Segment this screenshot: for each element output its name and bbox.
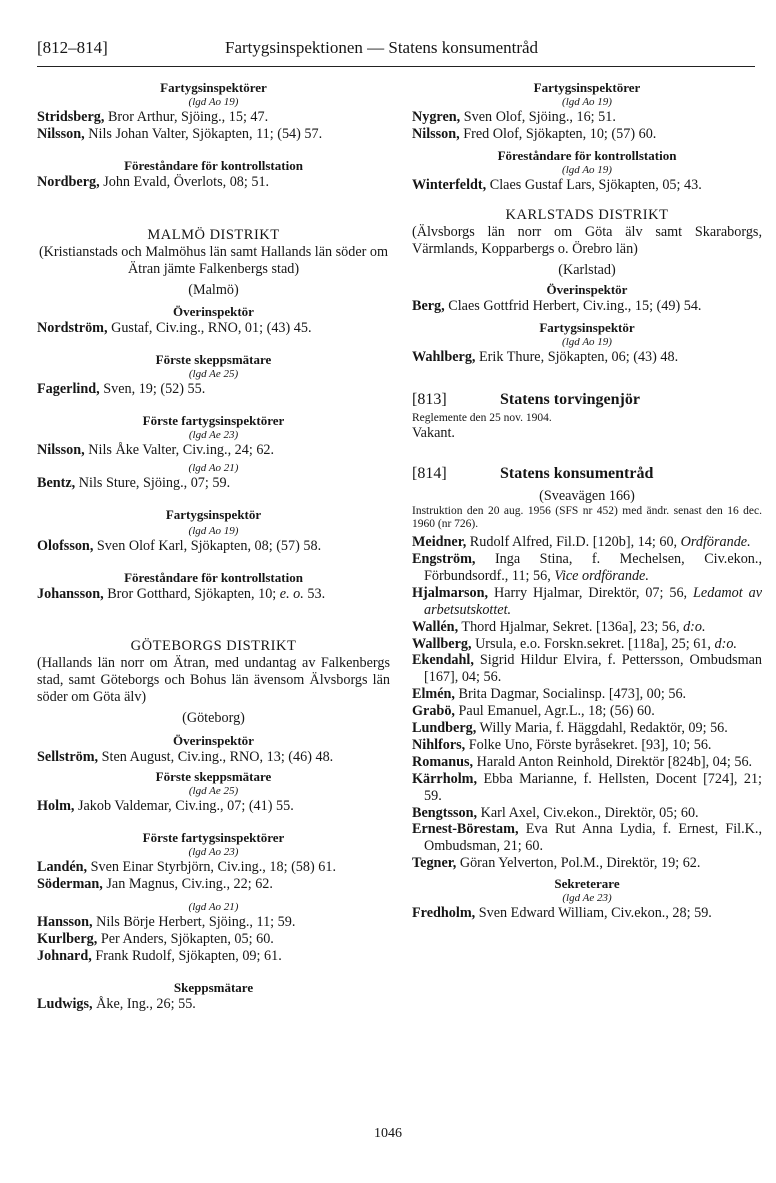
heading: Fartygsinspektörer — [533, 80, 641, 95]
member-name: Bengtsson, — [412, 804, 478, 821]
heading: Förste fartygsinspektörer — [142, 830, 285, 846]
entry-text: Erik Thure, Sjökapten, 06; (43) 48. — [475, 349, 679, 366]
entry — [412, 109, 762, 126]
heading: Skeppsmätare — [173, 979, 254, 995]
entry-text: Sven, 19; (52) 55. — [99, 381, 206, 398]
address: (Sveavägen 166) — [539, 488, 635, 505]
heading: Fartygsinspektörer — [160, 80, 267, 95]
subheading: (lgd Ae 23) — [562, 892, 612, 905]
member-role: Ordförande. — [680, 534, 751, 551]
entry-text: Nils Johan Valter, Sjökapten, 11; (54) 57. — [84, 125, 323, 142]
member-entry — [412, 805, 762, 822]
subheading: (lgd Ao 19) — [188, 525, 239, 538]
vacancy-note: Vakant. — [412, 425, 455, 442]
entry-name: Kurlberg, — [37, 931, 98, 948]
heading: Förste fartygsinspektörer — [142, 413, 285, 429]
entry — [412, 298, 762, 315]
header-section-ref: [812–814] — [37, 38, 108, 57]
instruction-note: Instruktion den 20 aug. 1956 (SFS nr 452) med ändr. senast den 16 dec. 1960 (nr 726). — [412, 505, 762, 531]
member-entry — [412, 551, 762, 585]
entry — [37, 931, 390, 948]
entry-text: Sven Olof Karl, Sjökapten, 08; (57) 58. — [93, 538, 322, 555]
entry-text: Bror Arthur, Sjöing., 15; 47. — [104, 109, 269, 125]
page-number: 1046 — [374, 1126, 402, 1141]
member-name: Engström, — [412, 550, 476, 567]
entry-text: Gustaf, Civ.ing., RNO, 01; (43) 45. — [107, 320, 312, 337]
member-name: Kärrholm, — [412, 770, 478, 787]
member-role: Ledamot av arbetsutskottet. — [424, 584, 762, 618]
right-column — [412, 80, 762, 922]
entry-name: Wahlberg, — [412, 349, 476, 366]
entry — [37, 798, 390, 815]
entry — [37, 538, 390, 555]
entry-name: Bentz, — [37, 475, 76, 492]
member-details: Harald Anton Reinhold, Direktör [824b], 04; 56. — [473, 753, 753, 770]
entry-text: 53. — [303, 585, 326, 602]
entry — [412, 905, 762, 922]
entry-text: John Evald, Överlots, 08; 51. — [99, 173, 270, 190]
section-number: [813] — [412, 391, 447, 409]
district-title: MALMÖ DISTRIKT — [147, 226, 280, 243]
entry-name: Berg, — [412, 298, 445, 315]
entry-name: Winterfeldt, — [412, 176, 487, 193]
member-entry — [412, 720, 762, 737]
district-title: GÖTEBORGS DISTRIKT — [130, 637, 297, 654]
member-entry — [412, 737, 762, 754]
entry-text: Per Anders, Sjökapten, 05; 60. — [97, 931, 274, 948]
entry-name: Ludwigs, — [37, 995, 93, 1012]
entry-name: Fredholm, — [412, 905, 476, 922]
entry — [37, 914, 390, 931]
member-entry — [412, 652, 762, 686]
member-details: Inga Stina, f. Mechelsen, Civ.ekon., Förbundsordf., 11; 56, — [424, 550, 762, 584]
section-title: Statens konsumentråd — [500, 465, 654, 483]
member-name: Romanus, — [412, 753, 474, 770]
entry-name: Nilsson, — [37, 442, 85, 459]
entry — [37, 948, 390, 965]
member-details: Paul Emanuel, Agr.L., 18; (56) 60. — [454, 703, 655, 720]
entry-name: Landén, — [37, 859, 88, 876]
entry — [37, 475, 390, 492]
left-column — [37, 80, 390, 1013]
entry — [37, 876, 390, 893]
heading: Överinspektör — [546, 282, 628, 298]
member-entry — [412, 636, 762, 653]
entry-name: Nilsson, — [412, 125, 460, 142]
entry-name: Johansson, — [37, 585, 104, 602]
entry-name: Hansson, — [37, 914, 93, 931]
entry — [37, 109, 390, 126]
member-name: Tegner, — [412, 855, 457, 872]
subheading: (lgd Ao 21) — [188, 462, 239, 475]
entry-text: Claes Gustaf Lars, Sjökapten, 05; 43. — [486, 176, 702, 193]
member-entry — [412, 534, 762, 551]
entry — [37, 749, 390, 766]
entry-text: Jakob Valdemar, Civ.ing., 07; (41) 55. — [74, 798, 294, 815]
district-city: (Göteborg) — [182, 709, 245, 726]
entry-text: Frank Rudolf, Sjökapten, 09; 61. — [91, 947, 282, 964]
heading: Fartygsinspektör — [539, 320, 635, 336]
entry — [412, 349, 762, 366]
entry-name: Nordström, — [37, 320, 108, 337]
entry-text: Nils Sture, Sjöing., 07; 59. — [75, 475, 231, 492]
entry-name: Nilsson, — [37, 125, 85, 142]
section-title: Statens torvingenjör — [500, 391, 640, 409]
member-details: Göran Yelverton, Pol.M., Direktör, 19; 62. — [456, 855, 701, 872]
member-name: Ekendahl, — [412, 652, 474, 669]
entry — [37, 320, 390, 337]
member-details: Rudolf Alfred, Fil.D. [120b], 14; 60, — [466, 534, 681, 551]
entry-name: Fagerlind, — [37, 381, 100, 398]
section-814-heading — [412, 464, 762, 484]
member-details: Folke Uno, Förste byråsekret. [93], 10; 56. — [465, 736, 712, 753]
entry-text: Sven Einar Styrbjörn, Civ.ing., 18; (58) 61. — [87, 859, 336, 876]
member-role: d:o. — [714, 635, 737, 652]
member-details: Sigrid Hildur Elvira, f. Pettersson, Ombudsman [167], 04; 56. — [424, 652, 762, 686]
entry — [37, 381, 390, 398]
entry-text: Sten August, Civ.ing., RNO, 13; (46) 48. — [98, 748, 334, 765]
member-entry — [412, 771, 762, 805]
member-entry — [412, 686, 762, 703]
entry — [37, 442, 390, 459]
entry-text: Nils Börje Herbert, Sjöing., 11; 59. — [92, 914, 296, 931]
entry-name: Stridsberg, — [37, 109, 105, 125]
subheading: (lgd Ao 19) — [562, 163, 612, 176]
entry — [412, 177, 762, 194]
member-details: Willy Maria, f. Häggdahl, Redaktör, 09; 56. — [476, 720, 728, 737]
entry — [37, 586, 390, 603]
entry-name: Johnard, — [37, 947, 92, 964]
subheading: (lgd Ao 23) — [188, 846, 239, 859]
entry-note: e. o. — [279, 585, 304, 602]
entry-text: Fred Olof, Sjökapten, 10; (57) 60. — [459, 125, 657, 142]
member-details: Eva Rut Anna Lydia, f. Ernest, Fil.K., Ombudsman, 21; 60. — [424, 821, 762, 855]
heading: Fartygsinspektör — [165, 507, 262, 523]
entry-text: Nils Åke Valter, Civ.ing., 24; 62. — [84, 442, 275, 459]
member-entry — [412, 821, 762, 855]
header-title: Fartygsinspektionen — Statens konsumentråd — [225, 38, 539, 57]
member-name: Ernest-Börestam, — [412, 821, 519, 838]
entry-text: Claes Gottfrid Herbert, Civ.ing., 15; (49) 54. — [444, 298, 702, 315]
header-rule — [37, 66, 755, 67]
member-name: Wallberg, — [412, 635, 472, 652]
district-city: (Malmö) — [188, 281, 239, 298]
subheading: (lgd Ae 23) — [188, 429, 239, 442]
heading: Överinspektör — [173, 304, 254, 320]
subheading: (lgd Ao 19) — [562, 96, 612, 108]
entry-text: Jan Magnus, Civ.ing., 22; 62. — [102, 876, 273, 893]
member-name: Hjalmarson, — [412, 584, 489, 601]
entry — [412, 126, 762, 143]
entry — [37, 174, 390, 191]
member-name: Meidner, — [412, 534, 467, 551]
subheading: (lgd Ao 21) — [188, 901, 239, 914]
entry — [37, 996, 390, 1013]
heading: Överinspektör — [173, 732, 254, 748]
entry-text: Sven Olof, Sjöing., 16; 51. — [460, 109, 616, 125]
subheading: (lgd Ao 19) — [562, 336, 612, 349]
member-details: Brita Dagmar, Socialinsp. [473], 00; 56. — [454, 686, 687, 703]
member-name: Lundberg, — [412, 720, 477, 737]
heading: Förste skeppsmätare — [155, 352, 272, 368]
member-details: Thord Hjalmar, Sekret. [136a], 23; 56, — [458, 618, 684, 635]
member-entry — [412, 754, 762, 771]
entry-text: Åke, Ing., 26; 55. — [92, 995, 196, 1012]
district-description: (Hallands län norr om Ätran, med undantag av Falkenbergs stad, samt Göteborgs och Bohus län ävensom Älvsborgs län söder om Göta älv) — [37, 654, 390, 705]
entry-name: Nordberg, — [37, 173, 100, 190]
entry-name: Nygren, — [412, 109, 461, 125]
entry — [37, 859, 390, 876]
entry-name: Sellström, — [37, 748, 99, 765]
member-name: Nihlfors, — [412, 736, 466, 753]
member-entry — [412, 855, 762, 872]
section-813-heading — [412, 390, 762, 410]
member-details: Harry Hjalmar, Direktör, 07; 56, — [488, 584, 694, 601]
member-entry — [412, 703, 762, 720]
member-name: Elmén, — [412, 686, 455, 703]
entry-name: Holm, — [37, 798, 75, 815]
member-details: Ursula, e.o. Forskn.sekret. [118a], 25; 61, — [471, 635, 715, 652]
heading: Förste skeppsmätare — [155, 769, 272, 785]
district-description: (Kristianstads och Malmöhus län samt Hallands län söder om Ätran jämte Falkenbergs stad) — [38, 243, 389, 277]
subheading: (lgd Ae 25) — [188, 785, 239, 798]
member-role: Vice ordförande. — [554, 567, 649, 584]
entry-name: Söderman, — [37, 876, 103, 893]
member-entry — [412, 585, 762, 619]
heading: Föreståndare för kontrollstation — [497, 147, 677, 163]
member-details: Ebba Marianne, f. Hellsten, Docent [724], 21; 59. — [424, 770, 762, 804]
heading: Föreståndare för kontrollstation — [124, 569, 303, 585]
member-role: d:o. — [683, 618, 706, 635]
entry-text: Bror Gotthard, Sjökapten, 10; — [103, 585, 280, 602]
section-number: [814] — [412, 465, 447, 483]
heading: Föreståndare för kontrollstation — [124, 157, 303, 173]
running-header — [37, 38, 755, 68]
member-name: Wallén, — [412, 618, 459, 635]
entry — [37, 126, 390, 143]
entry-name: Olofsson, — [37, 538, 94, 555]
district-city: (Karlstad) — [558, 261, 616, 278]
district-title: KARLSTADS DISTRIKT — [505, 206, 669, 223]
district-description: (Älvsborgs län norr om Göta älv samt Skaraborgs, Värmlands, Kopparbergs o. Örebro län) — [412, 223, 762, 257]
member-details: Karl Axel, Civ.ekon., Direktör, 05; 60. — [477, 804, 699, 821]
heading: Sekreterare — [554, 876, 620, 892]
subheading: (lgd Ao 19) — [188, 96, 239, 108]
entry-text: Sven Edward William, Civ.ekon., 28; 59. — [475, 905, 712, 922]
council-members — [412, 534, 762, 872]
member-entry — [412, 619, 762, 636]
member-name: Grabö, — [412, 703, 455, 720]
regulation-note: Reglemente den 25 nov. 1904. — [412, 412, 552, 425]
subheading: (lgd Ae 25) — [188, 368, 239, 381]
